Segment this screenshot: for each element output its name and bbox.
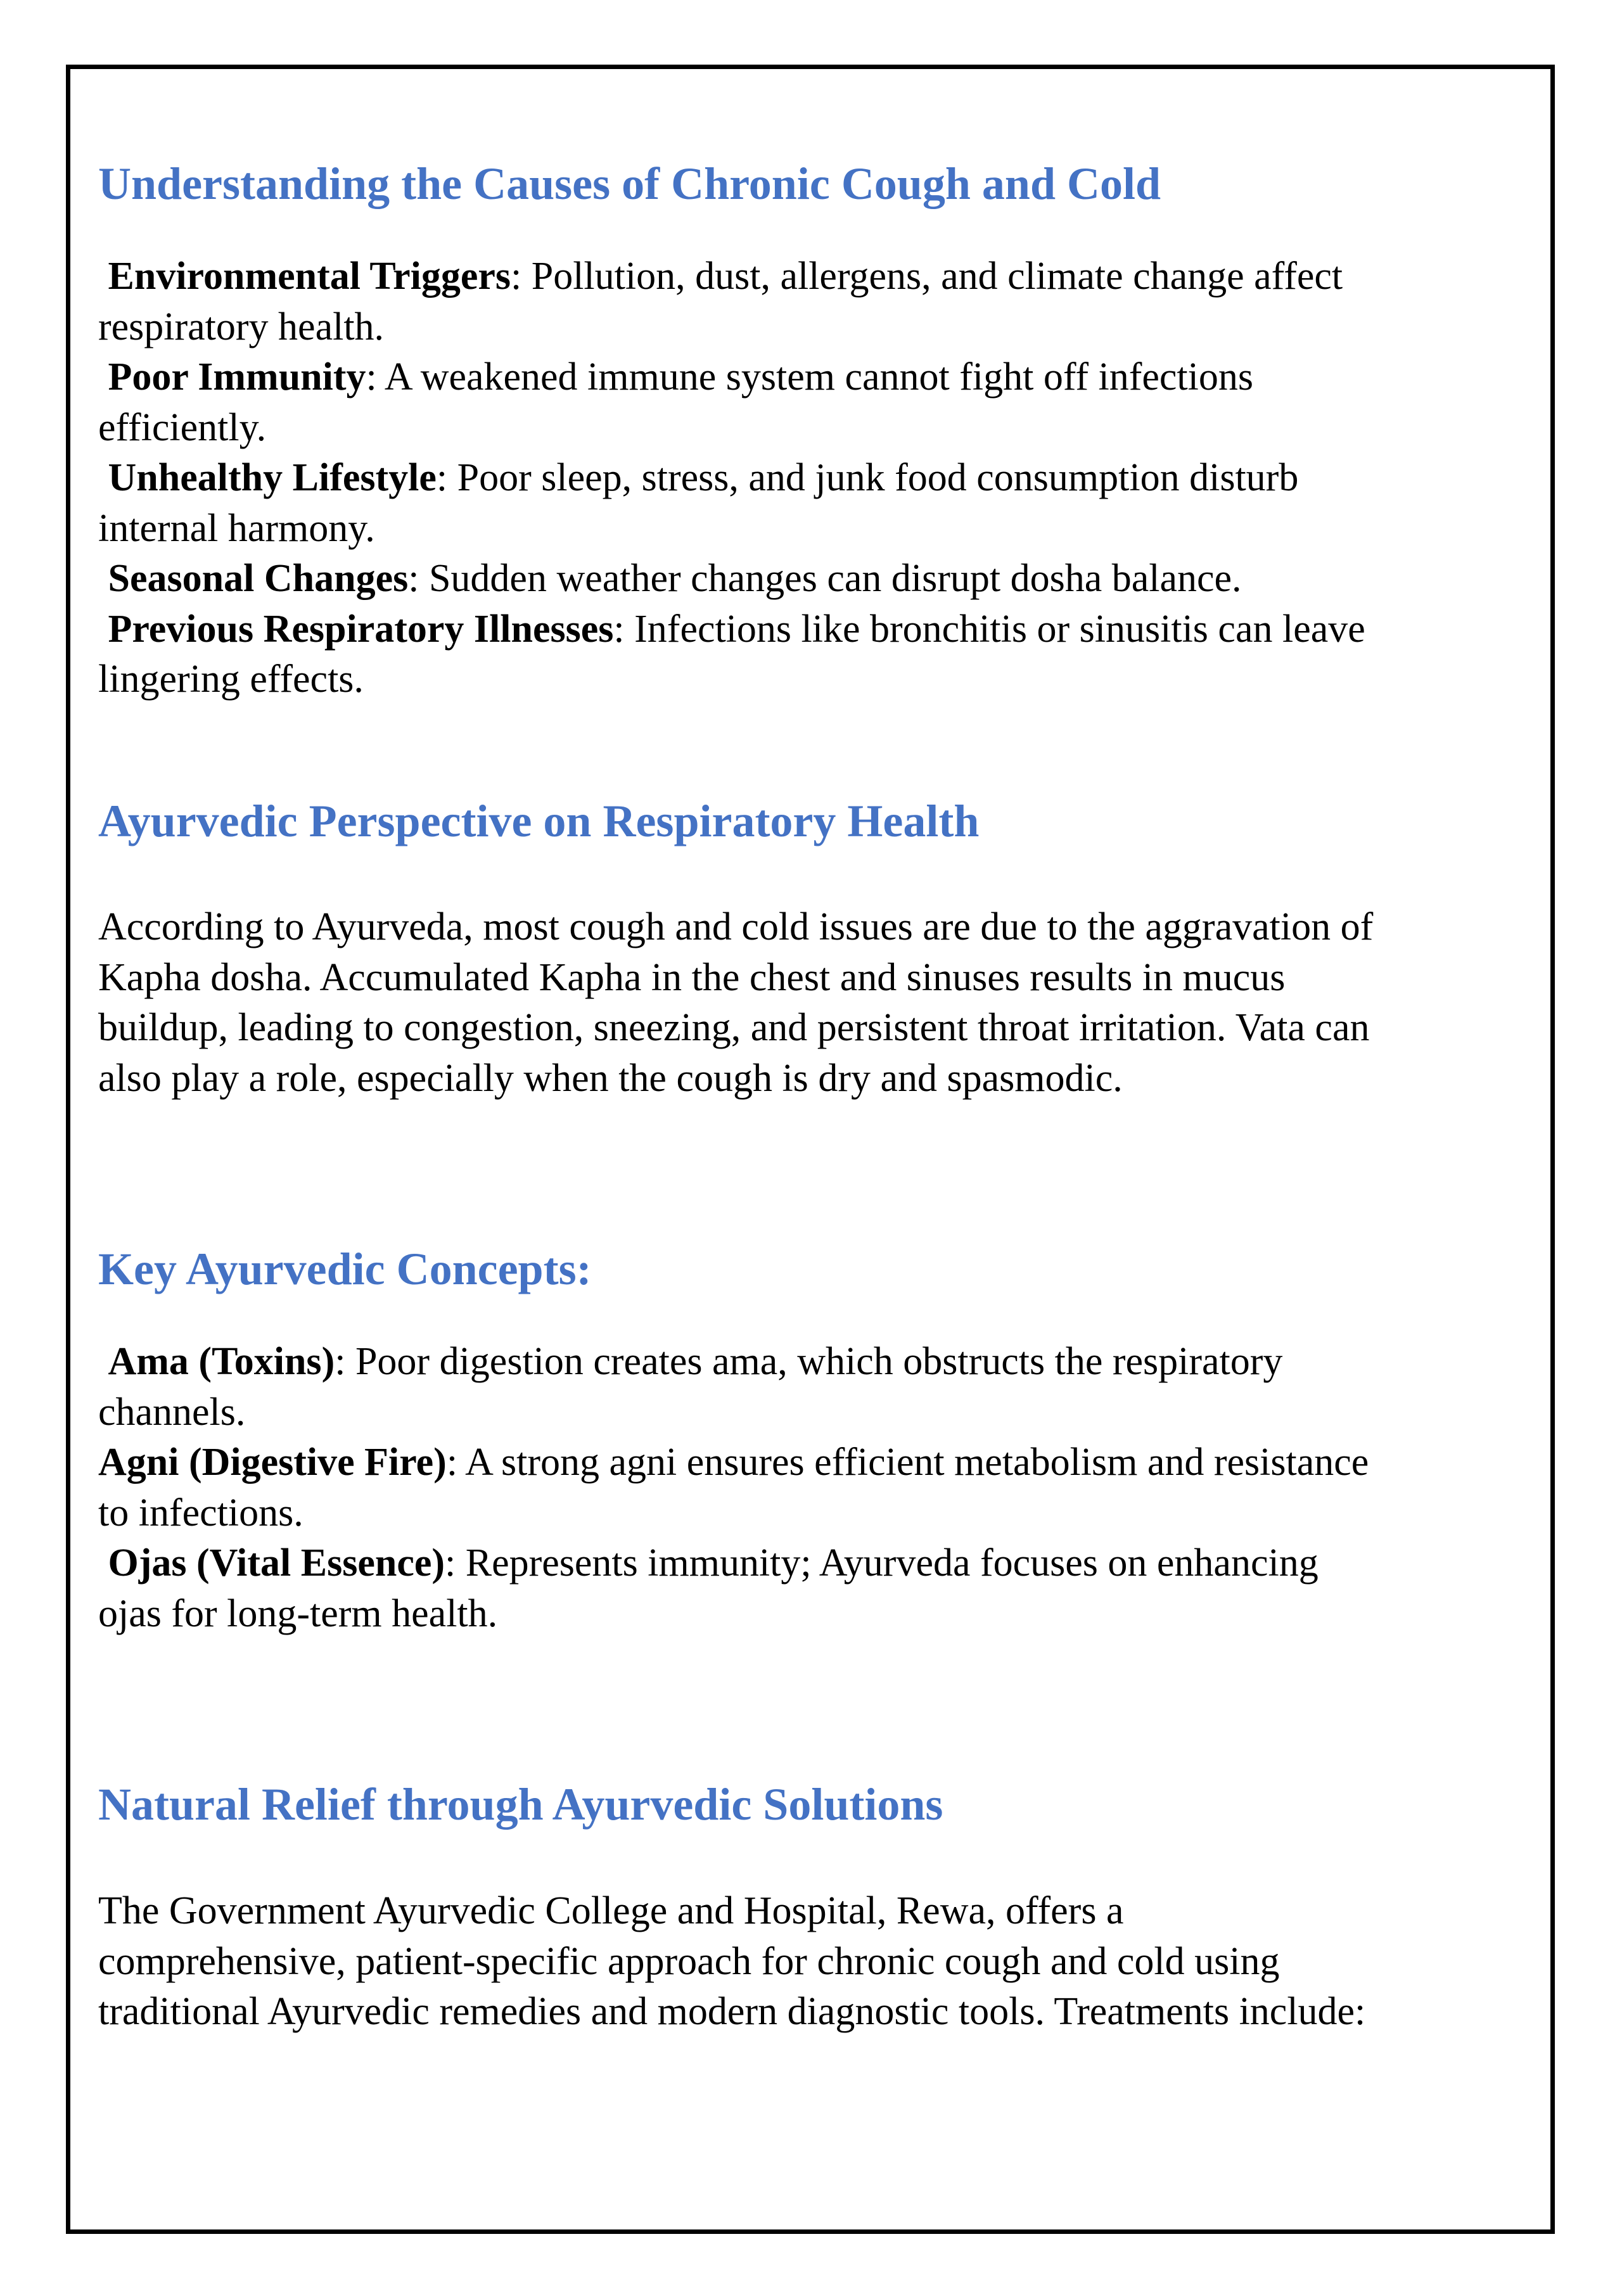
paragraph-line: also play a role, especially when the cough is dry and spasmodic.: [98, 1056, 1123, 1100]
list-item: [98, 1337, 1524, 1387]
paragraph-line: comprehensive, patient-specific approach for chronic cough and cold using: [98, 1939, 1280, 1983]
list-item: [98, 352, 1524, 403]
paragraph-line: traditional Ayurvedic remedies and modern diagnostic tools. Treatments include:: [98, 1990, 1366, 2033]
list-item: [98, 1438, 1524, 1488]
term-poor-immunity: Poor Immunity: [108, 355, 366, 399]
concepts-list: [98, 1337, 1524, 1639]
item-text: : A strong agni ensures efficient metabolism and resistance: [446, 1441, 1369, 1484]
item-text: : Represents immunity; Ayurveda focuses on enhancing: [445, 1541, 1319, 1585]
relief-paragraph: [98, 1886, 1524, 2038]
item-text: : Pollution, dust, allergens, and climate change affect: [511, 255, 1343, 298]
list-item: [98, 252, 1524, 302]
item-text: : A weakened immune system cannot fight off infections: [366, 355, 1253, 399]
term-unhealthy-lifestyle: Unhealthy Lifestyle: [108, 456, 437, 499]
causes-list: [98, 252, 1524, 705]
paragraph-line: buildup, leading to congestion, sneezing, and persistent throat irritation. Vata can: [98, 1006, 1370, 1049]
item-continuation: respiratory health.: [98, 305, 385, 348]
list-item: [98, 604, 1524, 655]
term-agni: Agni (Digestive Fire): [98, 1441, 447, 1484]
term-previous-respiratory-illnesses: Previous Respiratory Illnesses: [108, 607, 614, 651]
heading-causes: Understanding the Causes of Chronic Cough and Cold: [98, 158, 1161, 209]
item-continuation: efficiently.: [98, 405, 267, 449]
heading-key-concepts: Key Ayurvedic Concepts:: [98, 1244, 592, 1294]
item-text: : Sudden weather changes can disrupt dosha balance.: [408, 557, 1242, 600]
term-environmental-triggers: Environmental Triggers: [108, 255, 511, 298]
perspective-paragraph: [98, 902, 1524, 1104]
list-item: [98, 1538, 1524, 1589]
heading-natural-relief: Natural Relief through Ayurvedic Solutions: [98, 1779, 943, 1830]
term-ojas: Ojas (Vital Essence): [108, 1541, 445, 1585]
item-continuation: internal harmony.: [98, 506, 375, 550]
item-text: : Poor digestion creates ama, which obstructs the respiratory: [335, 1340, 1283, 1383]
list-item: [98, 453, 1524, 504]
paragraph-line: According to Ayurveda, most cough and cold issues are due to the aggravation of: [98, 905, 1374, 948]
paragraph-line: The Government Ayurvedic College and Hospital, Rewa, offers a: [98, 1889, 1124, 1932]
heading-ayurvedic-perspective: Ayurvedic Perspective on Respiratory Health: [98, 796, 980, 846]
paragraph-line: Kapha dosha. Accumulated Kapha in the chest and sinuses results in mucus: [98, 955, 1286, 999]
term-seasonal-changes: Seasonal Changes: [108, 557, 409, 600]
item-text: : Infections like bronchitis or sinusitis can leave: [613, 607, 1365, 651]
item-continuation: ojas for long-term health.: [98, 1591, 498, 1635]
item-continuation: to infections.: [98, 1491, 303, 1534]
list-item: [98, 554, 1524, 604]
item-text: : Poor sleep, stress, and junk food consumption disturb: [436, 456, 1299, 499]
item-continuation: channels.: [98, 1390, 246, 1434]
term-ama: Ama (Toxins): [108, 1340, 335, 1383]
item-continuation: lingering effects.: [98, 658, 364, 701]
